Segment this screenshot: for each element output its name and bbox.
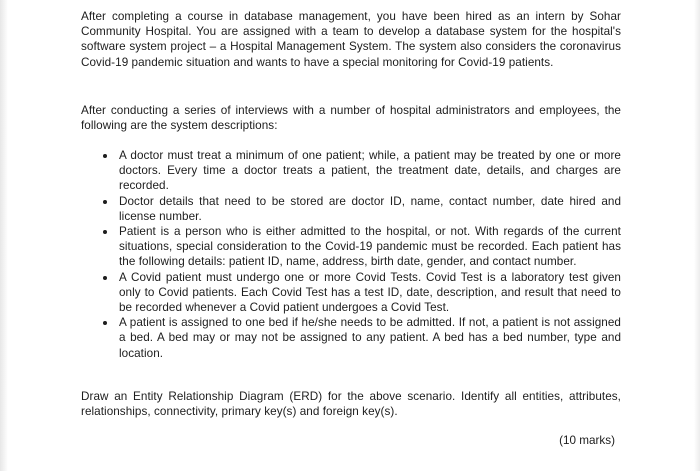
marks-label: (10 marks) xyxy=(559,434,615,447)
list-item-text: A Covid patient must undergo one or more Covid Tests. Covid Test is a laboratory test given only to Covid patients. Each Covid Test has a test ID, date, description, and result that need to be recorded whenever a Covid patient undergoes a Covid Test. xyxy=(119,270,621,315)
list-item-text: Doctor details that need to be stored are doctor ID, name, contact number, date hired and license number. xyxy=(119,194,621,223)
list-item xyxy=(103,270,621,316)
task-paragraph: Draw an Entity Relationship Diagram (ERD) for the above scenario. Identify all entities, attributes, relationships, connectivity, primary key(s) and foreign key(s). xyxy=(81,390,621,419)
bullet-icon xyxy=(103,276,107,280)
page-left-shadow xyxy=(0,0,8,471)
page-right-shadow xyxy=(694,0,700,471)
list-item xyxy=(103,224,621,270)
list-item-text: A doctor must treat a minimum of one patient; while, a patient may be treated by one or more doctors. Every time a doctor treats a patient, the treatment date, details, and charges are recorded. xyxy=(119,149,621,193)
system-description-list xyxy=(103,148,621,361)
list-item xyxy=(103,148,621,194)
bullet-icon xyxy=(103,200,107,204)
bullet-icon xyxy=(103,321,107,325)
bullet-icon xyxy=(103,154,107,158)
intro-paragraph: After completing a course in database management, you have been hired as an intern by Sohar Community Hospital. You are assigned with a team to develop a database system for the hospital's software system project – a Hospital Management System. The system also considers the coronavirus Covid-19 pandemic situation and wants to have a special monitoring for Covid-19 patients. xyxy=(81,10,621,69)
list-item-text: A patient is assigned to one bed if he/she needs to be admitted. If not, a patient is not assigned a bed. A bed may or may not be assigned to any patient. A bed has a bed number, type and location. xyxy=(119,316,621,360)
descriptions-intro-paragraph: After conducting a series of interviews with a number of hospital administrators and employees, the following are the system descriptions: xyxy=(81,104,621,133)
bullet-icon xyxy=(103,230,107,234)
list-item xyxy=(103,194,621,224)
list-item xyxy=(103,315,621,361)
list-item-text: Patient is a person who is either admitted to the hospital, or not. With regards of the current situations, special consideration to the Covid-19 pandemic must be recorded. Each patient has the following details: patient ID, name, address, birth date, gender, and contact number. xyxy=(119,225,621,269)
